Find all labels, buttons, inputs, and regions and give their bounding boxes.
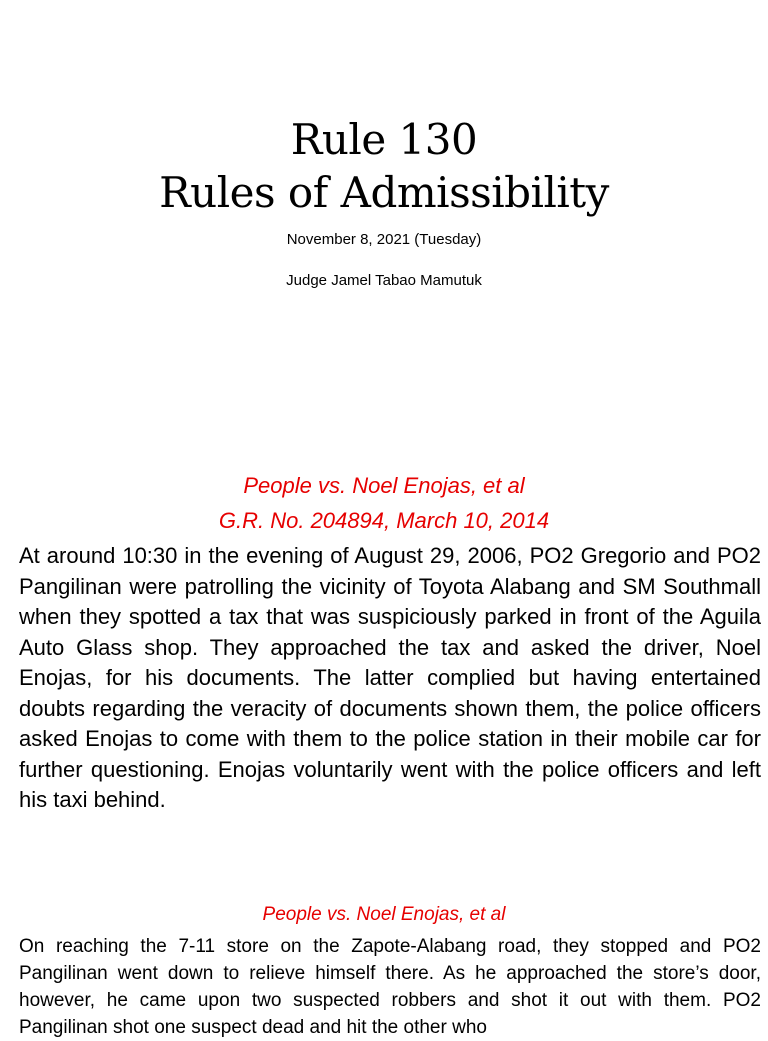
slide-title-topic: Rules of Admissibility <box>159 168 609 217</box>
case-citation: G.R. No. 204894, March 10, 2014 <box>218 508 550 533</box>
case-title: People vs. Noel Enojas, et al <box>243 473 525 498</box>
presenter-name: Judge Jamel Tabao Mamutuk <box>286 272 482 289</box>
slide-title-rule-number: Rule 130 <box>290 115 478 164</box>
case-facts-paragraph: At around 10:30 in the evening of August 29, 2006, PO2 Gregorio and PO2 Pangilinan were patrolling the vicinity of Toyota Alabang and SM Southmall when they spotted a tax that was suspiciously parked in front of the Aguila Auto Glass shop. They approached the tax and asked the driver, Noel Enojas, for his documents. The latter complied but having entertained doubts regarding the veracity of documents shown them, the police officers asked Enojas to come with them to the police station in their mobile car for further questioning. Enojas voluntarily went with the police officers and left his taxi behind. <box>19 543 761 812</box>
title-slide <box>0 0 768 432</box>
case-title-continued: People vs. Noel Enojas, et al <box>262 904 506 925</box>
lecture-date: November 8, 2021 (Tuesday) <box>286 231 482 248</box>
case-facts-paragraph-continued: On reaching the 7-11 store on the Zapote-Alabang road, they stopped and PO2 Pangilinan went down to relieve himself there. As he approached the store’s door, however, he came upon two suspected robbers and shot it out with them. PO2 Pangilinan shot one suspect dead and hit the other who <box>19 936 761 1038</box>
